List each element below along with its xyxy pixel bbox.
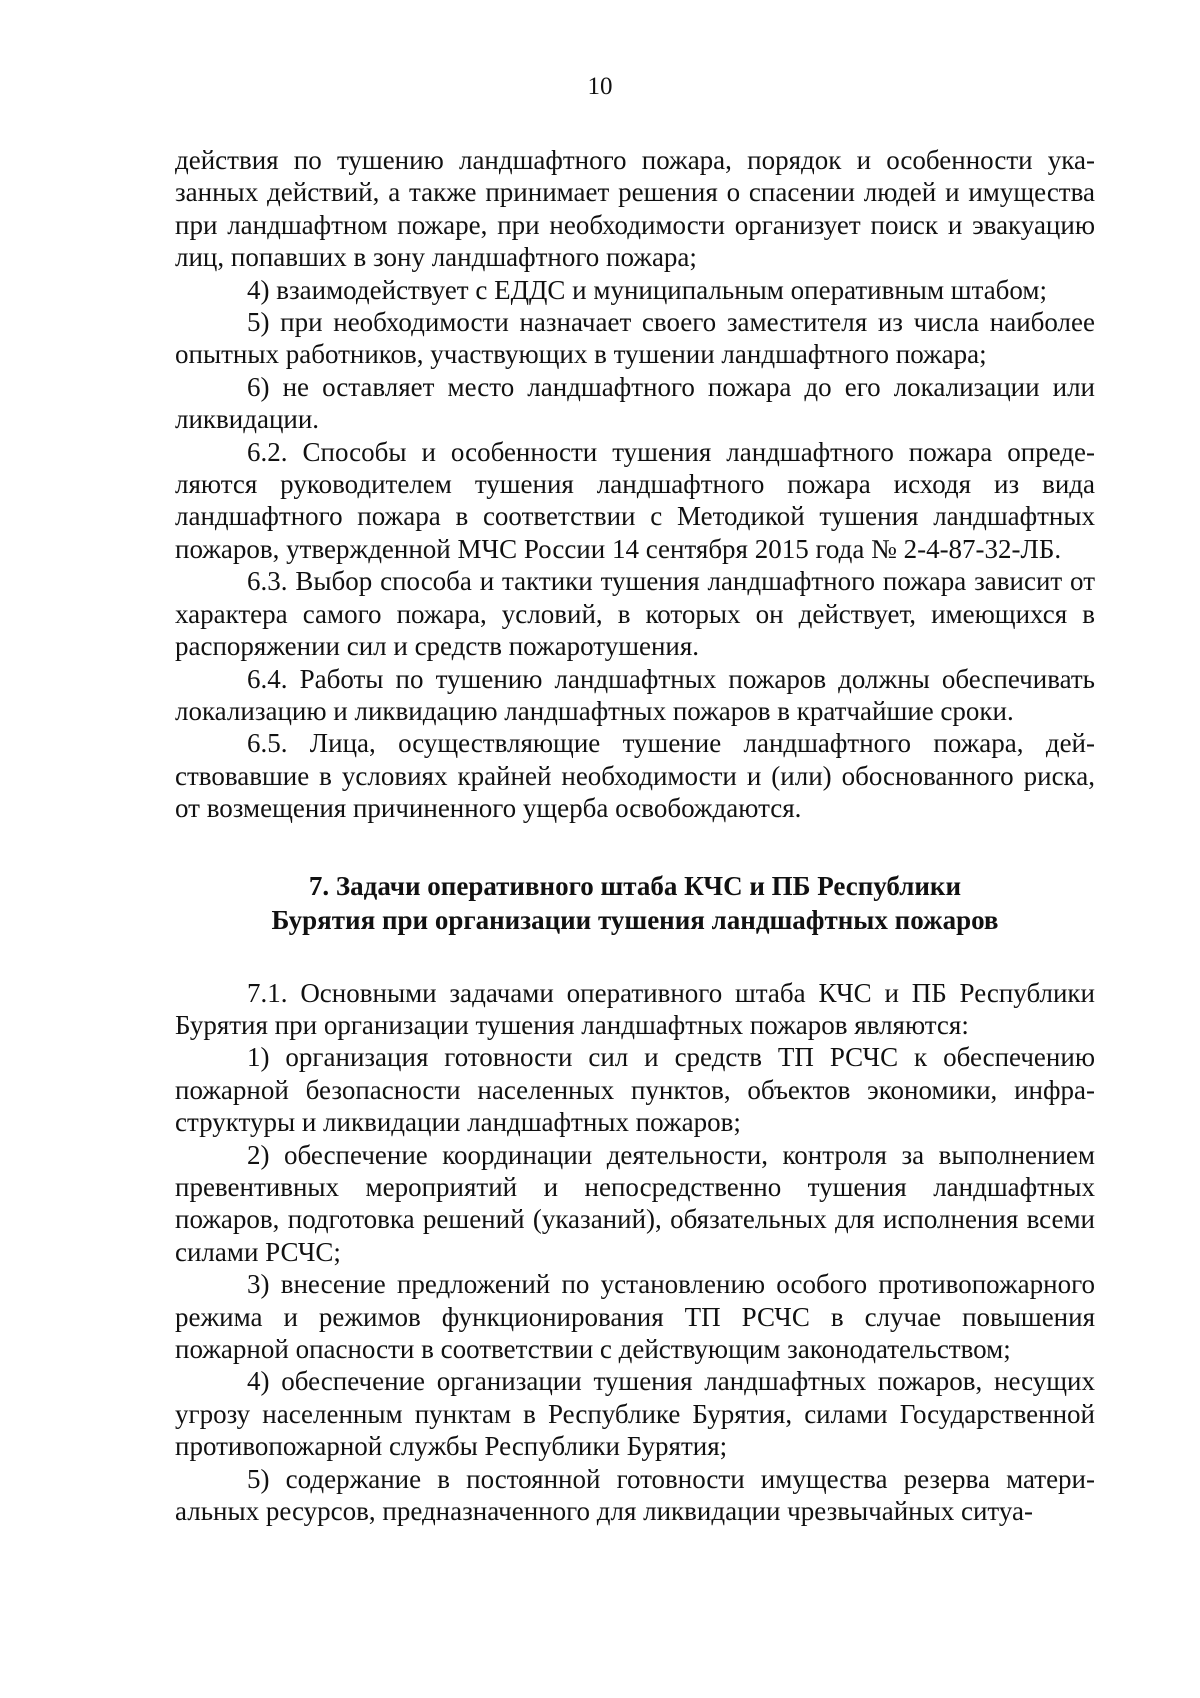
section-heading	[175, 869, 1095, 937]
section-heading-line: Бурятия при организации тушения ландшафтных пожаров	[271, 904, 999, 935]
paragraph: 6.3. Выбор способа и тактики тушения ландшафтного пожара зависит от характера самого пожара, условий, в которых он действует, имеющихся в распоряжении сил и средств пожаротушения.	[175, 566, 1095, 662]
paragraph: действия по тушению ландшафтного пожара, порядок и особенности указанных действий, а также принимает решения о спасении людей и имущества при ландшафтном пожаре, при необходимости организует поиск и эвакуацию лиц, попавших в зону ландшафтного пожара;	[175, 145, 1095, 273]
paragraph: 6.4. Работы по тушению ландшафтных пожаров должны обеспечивать локализацию и ликвидацию ландшафтных пожаров в кратчайшие сроки.	[175, 663, 1095, 726]
paragraph: 6) не оставляет место ландшафтного пожара до его локализации или ликвидации.	[175, 371, 1095, 435]
paragraph: 7.1. Основными задачами оперативного штаба КЧС и ПБ Республики Бурятия при организации тушения ландшафтных пожаров являются:	[175, 977, 1095, 1040]
document-body	[175, 144, 1095, 1527]
paragraph: 6.5. Лица, осуществляющие тушение ландшафтного пожара, действовавшие в условиях крайней необходимости и (или) обоснованного риска, от возмещения причиненного ущерба освобождаются.	[175, 728, 1095, 824]
paragraph: 5) при необходимости назначает своего заместителя из числа наиболее опытных работников, участвующих в тушении ландшафтного пожара;	[175, 307, 1095, 370]
paragraph: 6.2. Способы и особенности тушения ландшафтного пожара определяются руководителем тушения ландшафтного пожара исходя из вида ландшафтного пожара в соответствии с Методикой тушения ландшафтных пожаров, утвержденной МЧС России 14 сентября 2015 года № 2-4-87-32-ЛБ.	[175, 436, 1095, 564]
paragraph: 3) внесение предложений по установлению особого противопожарного режима и режимов функционирования ТП РСЧС в случае повышения пожарной опасности в соответствии с действующим законодательством;	[175, 1269, 1095, 1364]
paragraph: 4) обеспечение организации тушения ландшафтных пожаров, несущих угрозу населенным пунктам в Республике Бурятия, силами Государственной противопожарной службы Республики Бурятия;	[175, 1366, 1095, 1462]
section-heading-line: 7. Задачи оперативного штаба КЧС и ПБ Республики	[308, 870, 962, 901]
page-number: 10	[587, 73, 613, 100]
paragraph: 4) взаимодействует с ЕДДС и муниципальным оперативным штабом;	[247, 274, 1047, 305]
paragraph: 2) обеспечение координации деятельности, контроля за выполнением превентивных мероприятий и непосредственно тушения ландшафтных пожаров, подготовка решений (указаний), обязательных для исполнения всеми силами РСЧС;	[175, 1139, 1095, 1267]
paragraph: 1) организация готовности сил и средств ТП РСЧС к обеспечению пожарной безопасности населенных пунктов, объектов экономики, инфраструктуры и ликвидации ландшафтных пожаров;	[175, 1042, 1095, 1138]
paragraph: 5) содержание в постоянной готовности имущества резерва материальных ресурсов, предназначенного для ликвидации чрезвычайных ситуа-	[175, 1463, 1095, 1527]
